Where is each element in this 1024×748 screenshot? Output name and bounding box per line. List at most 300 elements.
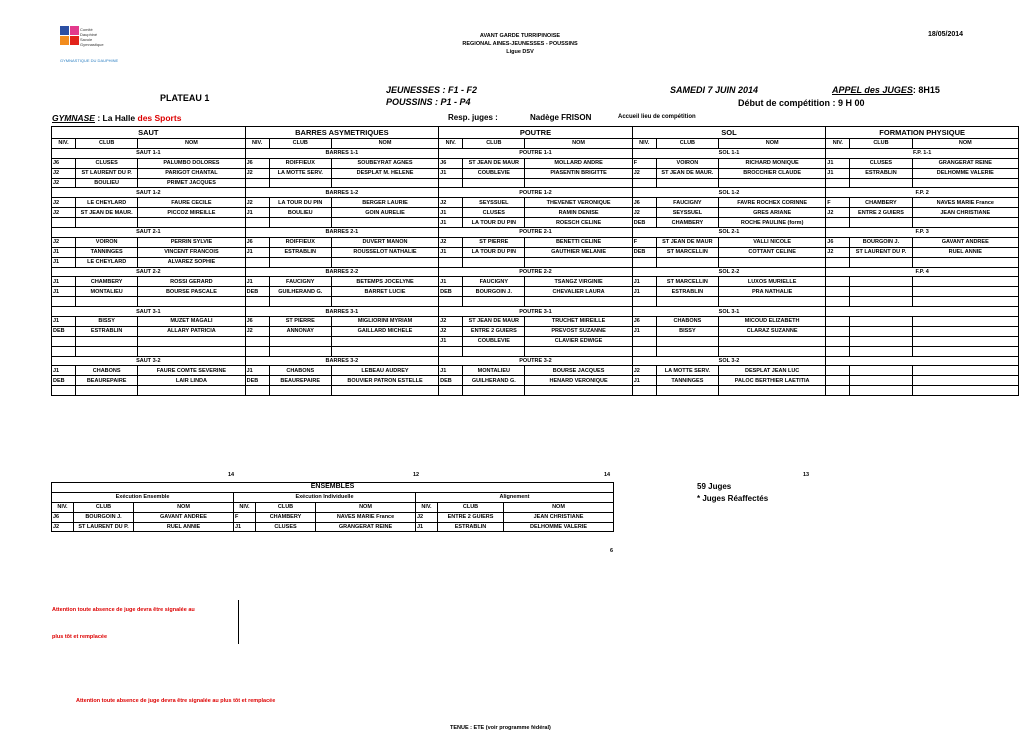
niv-cell [52,218,76,228]
club-cell: LE CHEYLARD [76,257,138,267]
niv-cell: F [632,158,656,168]
club-cell: ST LAURENT DU P. [850,247,912,257]
club-cell: LA MOTTE SERV. [269,168,331,178]
table-row [52,346,1019,356]
nom-cell: LAIR LINDA [138,376,245,386]
niv-cell: J1 [439,366,463,376]
club-cell: BOURGOIN J. [74,512,134,522]
group-header: SOL 2-1 [632,228,826,238]
nom-cell [912,277,1018,287]
logo-text: Gymnastique [80,42,104,47]
club-cell: ST PIERRE [463,237,525,247]
niv-cell [826,376,850,386]
niv-cell: J6 [826,237,850,247]
nom-cell: RUEL ANNIE [912,247,1018,257]
niv-cell: J1 [439,336,463,346]
col-header-club: CLUB [74,502,134,512]
club-cell: BOURGOIN J. [463,287,525,297]
ensemble-group-header: Exécution Individuelle [234,492,416,502]
nom-cell [331,346,438,356]
juges-reaffectes: * Juges Réaffectés [697,494,769,503]
club-cell: ST MARCELLIN [656,277,718,287]
col-header-niv: NIV. [52,139,76,149]
nom-cell [718,386,825,396]
group-header: F.P. 3 [826,228,1019,238]
event-name: REGIONAL AINES-JEUNESSES - POUSSINS [462,41,578,47]
niv-cell: J2 [52,237,76,247]
niv-cell: J1 [632,376,656,386]
table-row [52,297,1019,307]
ensemble-group-header: Alignement [416,492,614,502]
nom-cell: VALLI NICOLE [718,237,825,247]
group-header: SOL 1-2 [632,188,826,198]
nom-cell: DELHOMME VALERIE [504,522,614,532]
niv-cell [632,297,656,307]
niv-cell [826,336,850,346]
nom-cell: DESPLAT JEAN LUC [718,366,825,376]
club-cell [656,386,718,396]
nom-cell [138,346,245,356]
niv-cell: J2 [439,317,463,327]
club-cell: SEYSSUEL [463,198,525,208]
col-header-niv: NIV. [632,139,656,149]
niv-cell: F [234,512,256,522]
nom-cell: GRANGERAT REINE [316,522,416,532]
niv-cell: J1 [245,247,269,257]
group-row [52,188,1019,198]
document-date: 18/05/2014 [928,31,964,38]
federation-logo [58,24,148,64]
club-cell: ST JEAN DE MAUR. [76,208,138,218]
group-header: SAUT 1-2 [52,188,246,198]
group-header: F.P. 2 [826,188,1019,198]
nom-cell [525,257,632,267]
niv-cell [826,297,850,307]
club-cell: GUILHERAND G. [269,287,331,297]
club-cell: CHABONS [269,366,331,376]
group-header: SAUT 2-1 [52,228,246,238]
club-cell [463,297,525,307]
niv-cell: J1 [234,522,256,532]
club-cell: FAUCIGNY [656,198,718,208]
group-header: POUTRE 3-2 [439,356,633,366]
col-header-club: CLUB [438,502,504,512]
niv-cell: J1 [416,522,438,532]
table-row [52,257,1019,267]
niv-cell: J1 [439,247,463,257]
group-row [52,148,1019,158]
niv-cell [826,366,850,376]
nom-cell [718,297,825,307]
table-row [52,512,614,522]
club-cell: MONTALIEU [76,287,138,297]
club-cell: ST JEAN DE MAUR [463,158,525,168]
niv-cell: J2 [52,198,76,208]
niv-cell [826,287,850,297]
col-header-niv: NIV. [245,139,269,149]
niv-cell [245,218,269,228]
club-cell: ROIFFIEUX [269,158,331,168]
nom-cell: GRANGERAT REINE [912,158,1018,168]
nom-cell [525,297,632,307]
col-header-niv: NIV. [416,502,438,512]
nom-cell: ROCHE PAULINE (form) [718,218,825,228]
logo-text: Dauphiné [80,32,98,37]
club-cell [656,336,718,346]
nom-cell: ALVAREZ SOPHIE [138,257,245,267]
club-cell: CLUSES [463,208,525,218]
table-row [52,277,1019,287]
nom-cell [912,218,1018,228]
nom-cell: DUVERT MANON [331,237,438,247]
club-cell: ENTRE 2 GUIERS [438,512,504,522]
niv-cell: J1 [245,366,269,376]
nom-cell [912,346,1018,356]
nom-cell: PRIMET JACQUES [138,178,245,188]
group-header: SAUT 2-2 [52,267,246,277]
total-saut: 14 [228,472,235,478]
nom-cell [912,326,1018,336]
nom-cell: PREVOST SUZANNE [525,326,632,336]
club-cell: SEYSSUEL [656,208,718,218]
nom-cell: PICCOZ MIREILLE [138,208,245,218]
nom-cell [331,218,438,228]
nom-cell: THEVENET VERONIQUE [525,198,632,208]
club-cell: LA TOUR DU PIN [463,218,525,228]
niv-cell [439,257,463,267]
col-header-club: CLUB [76,139,138,149]
club-cell [850,336,912,346]
col-header-nom: NOM [316,502,416,512]
club-cell: ESTRABLIN [656,287,718,297]
niv-cell: J6 [632,317,656,327]
niv-cell: J2 [52,208,76,218]
resp-juges-label: Resp. juges : [448,113,498,122]
club-cell [269,386,331,396]
nom-cell: JEAN CHRISTIANE [504,512,614,522]
club-cell: ENTRE 2 GUIERS [850,208,912,218]
nom-cell: GRES ARIANE [718,208,825,218]
group-header: POUTRE 1-2 [439,188,633,198]
nom-cell [138,386,245,396]
nom-cell: MOLLARD ANDRE [525,158,632,168]
club-cell: ST MARCELLIN [656,247,718,257]
nom-cell [912,317,1018,327]
nom-cell: FAURE COMTE SEVERINE [138,366,245,376]
col-header-nom: NOM [718,139,825,149]
col-header-nom: NOM [525,139,632,149]
nom-cell [331,257,438,267]
nom-cell: FAVRE ROCHEX CORINNE [718,198,825,208]
club-cell [850,297,912,307]
nom-cell [912,366,1018,376]
group-row [52,356,1019,366]
niv-cell: J2 [52,168,76,178]
club-cell [463,178,525,188]
col-header-club: CLUB [463,139,525,149]
club-cell [76,218,138,228]
club-cell: CHABONS [76,366,138,376]
niv-cell: DEB [632,218,656,228]
section-header: SAUT [52,127,246,139]
col-header-club: CLUB [269,139,331,149]
niv-cell [52,336,76,346]
nom-cell [718,336,825,346]
nom-cell: JEAN CHRISTIANE [912,208,1018,218]
ensembles-table [51,482,614,532]
club-cell [269,257,331,267]
nom-cell: PALUMBO DOLORES [138,158,245,168]
niv-cell: J1 [52,366,76,376]
absence-note-bottom: Attention toute absence de juge devra être signalée au plus tôt et remplacée [76,698,276,704]
competition-day: SAMEDI 7 JUIN 2014 [670,85,759,95]
niv-cell: J6 [632,198,656,208]
club-cell: ESTRABLIN [76,326,138,336]
club-cell: ST JEAN DE MAUR. [656,168,718,178]
nom-cell: BARRET LUCIE [331,287,438,297]
nom-cell: MICOUD ELIZABETH [718,317,825,327]
club-cell: LE CHEYLARD [76,198,138,208]
table-row [52,366,1019,376]
group-header: BARRES 2-1 [245,228,439,238]
nom-cell: CLAVIER EDWIGE [525,336,632,346]
group-header: POUTRE 2-1 [439,228,633,238]
nom-cell [912,336,1018,346]
club-cell [269,297,331,307]
niv-cell [245,257,269,267]
group-header: BARRES 2-2 [245,267,439,277]
nom-cell: TRUCHET MIREILLE [525,317,632,327]
nom-cell: GAVANT ANDREE [912,237,1018,247]
total-poutre: 14 [604,472,611,478]
appel-time: : 8H15 [912,85,940,95]
club-cell [463,257,525,267]
nom-cell [331,386,438,396]
table-row [52,218,1019,228]
niv-cell: J6 [439,158,463,168]
group-header [826,307,1019,317]
niv-cell: J2 [439,237,463,247]
gym-name-highlight: des Sports [137,113,182,123]
nom-cell [331,336,438,346]
dress-code: TENUE : ETE (voir programme fédéral) [450,725,551,731]
group-header: SOL 1-1 [632,148,826,158]
niv-cell [439,346,463,356]
club-cell [850,386,912,396]
group-row [52,228,1019,238]
niv-cell: J1 [52,317,76,327]
section-header: BARRES ASYMETRIQUES [245,127,439,139]
nom-cell: BROCCHIER CLAUDE [718,168,825,178]
nom-cell: LUXOS MURIELLE [718,277,825,287]
club-cell: BOULIEU [269,208,331,218]
nom-cell [331,178,438,188]
resp-juges-name: Nadège FRISON [530,113,592,122]
col-header-nom: NOM [331,139,438,149]
niv-cell: J1 [439,277,463,287]
nom-cell [718,178,825,188]
club-cell: BISSY [76,317,138,327]
niv-cell: F [632,237,656,247]
niv-cell: J2 [632,366,656,376]
niv-cell [826,277,850,287]
niv-cell [245,346,269,356]
organizer: AVANT GARDE TURRIPINOISE [479,33,561,39]
group-header [826,356,1019,366]
niv-cell: J2 [52,178,76,188]
absence-note: Attention toute absence de juge devra être signalée au [52,607,195,613]
club-cell: ST LAURENT DU P. [76,168,138,178]
club-cell [656,297,718,307]
ensembles-title: ENSEMBLES [52,483,614,493]
niv-cell: DEB [439,376,463,386]
club-cell: BEAUREPAIRE [76,376,138,386]
nom-cell: BOURSE JACQUES [525,366,632,376]
niv-cell: J6 [52,158,76,168]
table-row [52,376,1019,386]
niv-cell [439,178,463,188]
col-header-niv: NIV. [234,502,256,512]
nom-cell [912,178,1018,188]
club-cell [850,218,912,228]
club-cell: CHAMBERY [656,218,718,228]
col-header-niv: NIV. [826,139,850,149]
nom-cell [525,346,632,356]
nom-cell: PALOC BERTHIER LAETITIA [718,376,825,386]
club-cell: LA TOUR DU PIN [269,198,331,208]
table-row [52,168,1019,178]
logo-text: Savoie [80,37,93,42]
niv-cell [632,178,656,188]
club-cell: ESTRABLIN [269,247,331,257]
nom-cell: TSANGZ VIRGINIE [525,277,632,287]
niv-cell: DEB [245,287,269,297]
nom-cell: GAILLARD MICHELE [331,326,438,336]
club-cell: CHABONS [656,317,718,327]
niv-cell: J2 [826,247,850,257]
nom-cell: GAVANT ANDREE [134,512,234,522]
col-header-nom: NOM [504,502,614,512]
club-cell [850,257,912,267]
group-header: POUTRE 2-2 [439,267,633,277]
niv-cell [826,317,850,327]
nom-cell: PRA NATHALIE [718,287,825,297]
niv-cell: J1 [632,287,656,297]
nom-cell: DESPLAT M. HELENE [331,168,438,178]
niv-cell [826,178,850,188]
club-cell [850,376,912,386]
niv-cell: J6 [52,512,74,522]
niv-cell: J1 [439,218,463,228]
col-header-niv: NIV. [439,139,463,149]
niv-cell: J6 [245,317,269,327]
table-row [52,386,1019,396]
club-cell: LA MOTTE SERV. [656,366,718,376]
group-header: SAUT 3-1 [52,307,246,317]
group-header: BARRES 1-1 [245,148,439,158]
nom-cell [912,297,1018,307]
niv-cell: DEB [52,376,76,386]
club-cell [850,346,912,356]
total-barres: 12 [413,472,420,478]
nom-cell [912,287,1018,297]
niv-cell: J1 [826,168,850,178]
niv-cell: J6 [245,158,269,168]
nom-cell: GOIN AURELIE [331,208,438,218]
niv-cell: J2 [439,198,463,208]
col-header-club: CLUB [256,502,316,512]
club-cell: BOULIEU [76,178,138,188]
club-cell: TANNINGES [656,376,718,386]
col-header-niv: NIV. [52,502,74,512]
nom-cell: SOUBEYRAT AGNES [331,158,438,168]
club-cell: CLUSES [256,522,316,532]
note-divider [238,600,239,644]
nom-cell: PERRIN SYLVIE [138,237,245,247]
nom-cell: CHEVALIER LAURA [525,287,632,297]
group-header: SOL 3-1 [632,307,826,317]
nom-cell: ALLARY PATRICIA [138,326,245,336]
club-cell [656,257,718,267]
nom-cell [525,178,632,188]
table-row [52,158,1019,168]
nom-cell: NAVES MARIE France [912,198,1018,208]
club-cell [463,386,525,396]
club-cell: VOIRON [76,237,138,247]
absence-note-continued: plus tôt et remplacée [52,634,108,640]
nom-cell: BETEMPS JOCELYNE [331,277,438,287]
nom-cell: RICHARD MONIQUE [718,158,825,168]
competition-start: Début de compétition : 9 H 00 [738,98,865,108]
table-row [52,287,1019,297]
club-cell [76,336,138,346]
club-cell [76,297,138,307]
niv-cell: J1 [439,168,463,178]
nom-cell: LEBEAU AUDREY [331,366,438,376]
club-cell [269,218,331,228]
club-cell [656,346,718,356]
nom-cell: PARIGOT CHANTAL [138,168,245,178]
niv-cell: J1 [632,326,656,336]
section-header: POUTRE [439,127,633,139]
group-header: BARRES 1-2 [245,188,439,198]
club-cell: CLUSES [850,158,912,168]
nom-cell: GAUTHIER MELANIE [525,247,632,257]
club-cell: MONTALIEU [463,366,525,376]
niv-cell: J1 [245,208,269,218]
niv-cell: J1 [52,277,76,287]
nom-cell: NAVES MARIE France [316,512,416,522]
club-cell: TANNINGES [76,247,138,257]
niv-cell: J1 [52,247,76,257]
club-cell: COUBLEVIE [463,336,525,346]
league: Ligue DSV [506,49,534,55]
club-cell [850,287,912,297]
nom-cell: ROUSSELOT NATHALIE [331,247,438,257]
nom-cell: BOURSE PASCALE [138,287,245,297]
niv-cell: DEB [245,376,269,386]
club-cell: CHAMBERY [76,277,138,287]
nom-cell [718,257,825,267]
club-cell [76,346,138,356]
club-cell: ESTRABLIN [438,522,504,532]
niv-cell: J1 [52,257,76,267]
niv-cell [52,297,76,307]
niv-cell: DEB [632,247,656,257]
club-cell: VOIRON [656,158,718,168]
table-row [52,208,1019,218]
niv-cell [632,336,656,346]
